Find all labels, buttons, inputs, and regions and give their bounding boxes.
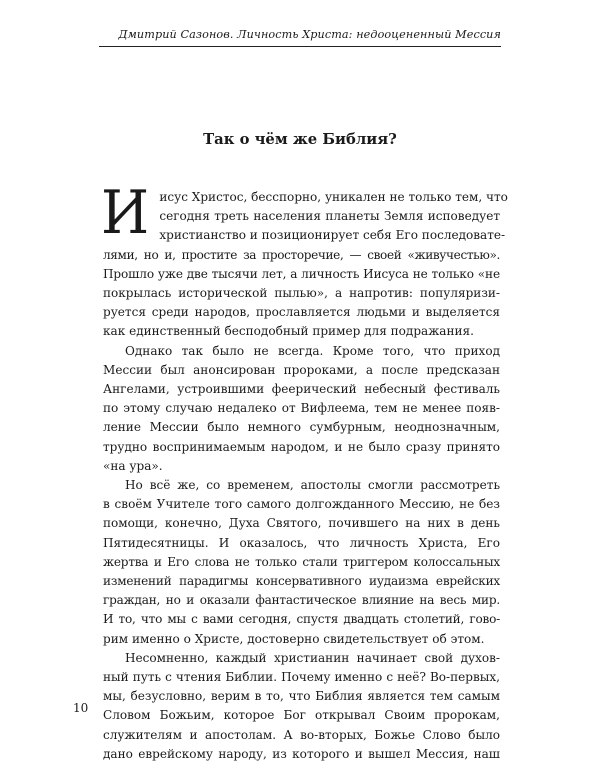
text-line: изменений парадигмы консервативного иудаизма еврейских bbox=[103, 574, 500, 589]
text-line: покрылась исторической пылью», а напротив: популяризи- bbox=[103, 286, 500, 301]
text-line: дано еврейскому народу, из которого и вышел Мессия, наш bbox=[103, 746, 500, 761]
text-line: служителям и апостолам. А во-вторых, Божье Слово было bbox=[103, 727, 500, 742]
text-line: Однако так было не всегда. Кроме того, что приход bbox=[125, 343, 500, 358]
text-line: сегодня треть населения планеты Земля исповедует bbox=[159, 209, 500, 224]
text-line: «на ура». bbox=[103, 458, 163, 473]
paragraph-4 bbox=[103, 649, 500, 764]
text-line: граждан, но и оказали фантастическое влияние на весь мир. bbox=[103, 593, 500, 608]
text-line: жертва и Его слова не только стали триггером колоссальных bbox=[103, 554, 500, 569]
text-line: Несомненно, каждый христианин начинает свой духов- bbox=[125, 650, 500, 665]
running-header: Дмитрий Сазонов. Личность Христа: недооцененный Мессия bbox=[99, 28, 501, 47]
text-line: лями, но и, простите за просторечие, — своей «живучестью». bbox=[103, 247, 500, 262]
text-line: помощи, конечно, Духа Святого, почившего на них в день bbox=[103, 516, 500, 531]
text-line: ление Мессии было немного сумбурным, неоднозначным, bbox=[103, 420, 500, 435]
text-line: Ангелами, устроившими феерический небесный фестиваль bbox=[103, 382, 500, 397]
page-number: 10 bbox=[73, 701, 89, 715]
text-line: в своём Учителе того самого долгожданного Мессию, не без bbox=[103, 497, 500, 512]
text-line: руется среди народов, прославляется людьми и выделяется bbox=[103, 305, 500, 320]
text-line: христианство и позиционирует себя Его последовате- bbox=[159, 228, 506, 243]
text-line: как единственный бесподобный пример для подражания. bbox=[103, 324, 474, 339]
paragraph-3 bbox=[103, 476, 500, 649]
text-line: исус Христос, бесспорно, уникален не только тем, что bbox=[159, 190, 508, 204]
chapter-title: Так о чём же Библия? bbox=[203, 131, 397, 148]
text-line: Словом Божьим, которое Бог открывал Своим пророкам, bbox=[103, 708, 500, 723]
text-line: ный путь с чтения Библии. Почему именно с неё? Во-первых, bbox=[103, 670, 500, 685]
text-line: Прошло уже две тысячи лет, а личность Иисуса не только «не bbox=[103, 266, 500, 281]
text-line: Мессии был анонсирован пророками, а после предсказан bbox=[103, 362, 500, 377]
text-line: И то, что мы с вами сегодня, спустя двадцать столетий, гово- bbox=[103, 612, 500, 627]
body-text bbox=[101, 178, 508, 764]
text-line: трудно воспринимаемым народом, и не было сразу принято bbox=[103, 439, 500, 454]
drop-cap: И bbox=[101, 178, 150, 248]
paragraph-1 bbox=[101, 178, 508, 342]
text-line: Но всё же, со временем, апостолы смогли рассмотреть bbox=[125, 478, 500, 493]
text-line: мы, безусловно, верим в то, что Библия является тем самым bbox=[103, 689, 500, 704]
text-line: Пятидесятницы. И оказалось, что личность Христа, Его bbox=[103, 535, 500, 550]
text-line: рим именно о Христе, достоверно свидетельствует об этом. bbox=[103, 631, 485, 646]
paragraph-2 bbox=[103, 342, 500, 476]
text-line: по этому случаю недалеко от Вифлеема, тем не менее появ- bbox=[103, 401, 500, 416]
